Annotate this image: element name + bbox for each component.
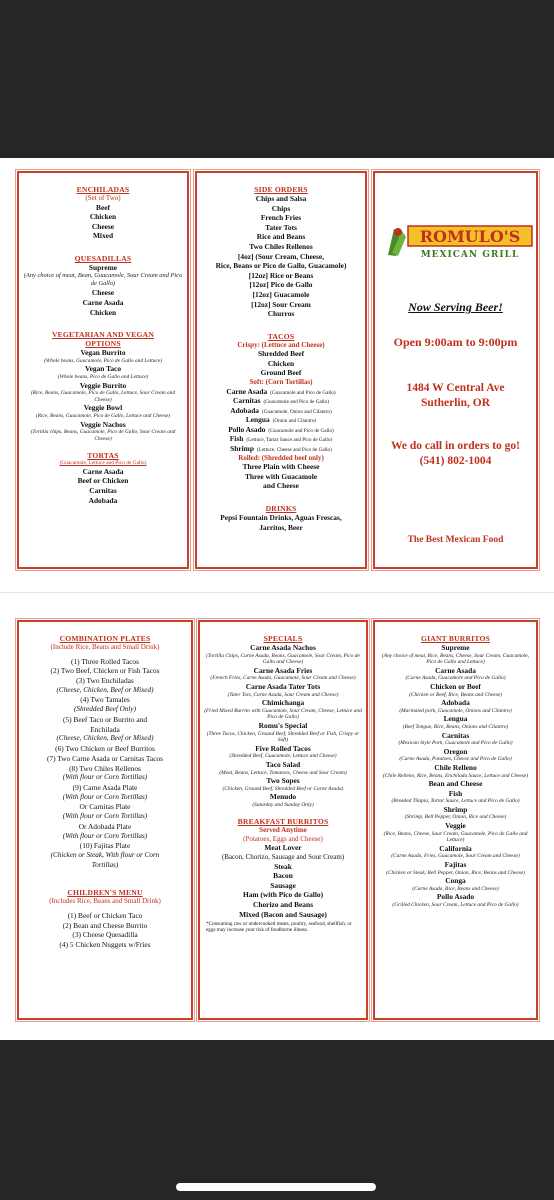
tacos-crispy-list [197,349,365,378]
soft-taco-row [197,387,365,397]
hours: Open 9:00am to 9:00pm [393,335,518,349]
combo-item: Enchilada [90,724,120,734]
combo-item: (5) Beef Taco or Burrito and [62,714,148,724]
breakfast-list [200,843,366,919]
combo-item: (3) Two Enchiladas [76,676,134,686]
menu-item: Chicken [89,212,117,222]
menu-item-note: (Whole beans, Pico de Gallo and Lettuce) [57,374,149,381]
breakfast-item: (Bacon, Chorizo, Sausage and Sour Cream) [221,853,345,862]
menu-item: Rice and Beans [256,232,306,242]
soft-taco-row [197,396,365,406]
side-orders-list [197,194,365,319]
combo-item: (10) Fajitas Plate [79,841,131,851]
top-black-band [0,0,554,158]
menu-item: [4oz] (Sour Cream, Cheese, [237,251,325,261]
call-in [375,439,536,469]
menu-item: Beef [96,202,110,212]
menu-item: Chicken [267,358,295,368]
menu-item: (1) Beef or Chicken Taco [67,910,143,920]
menu-item-name: Carne Asada Fries [253,665,313,675]
menu-item-note: (Rice, Beans, Guacamole, Pico de Gallo, Lettuce, Sour Cream and Cheese) [30,390,176,403]
menu-item-name: Veggie Burrito [79,380,127,390]
menu-item-note: (Fried Mixed Burrito with Guacamole, Sour Cream, Cheese, Lettuce and Pico de Gallo) [204,707,362,721]
menu-item: [12oz] Pico de Gallo [249,280,313,290]
menu-item-name: Conga [445,876,466,886]
drinks-line2: Jarritos, Beer [259,522,303,532]
combo-note: (Chicken or Steak, With flour or Corn [50,851,160,860]
menu-item: French Fries [260,213,302,223]
tacos-heading: TACOS [267,331,295,341]
soft-taco-name: Pollo Asado [228,424,266,434]
menu-item-note: (Chicken or Steak, Bell Pepper, Onion, Rice, Beans and Cheese) [386,869,525,876]
specials-heading: SPECIALS [263,634,303,643]
menu-item-name: Shrimp [443,804,468,814]
panel-giant-burritos [373,620,538,1020]
menu-item-name: Carne Asada [435,665,476,675]
soft-taco-name: Lengua [245,415,270,425]
logo-sub-text: MEXICAN GRILL [420,250,520,260]
menu-item: Chicken [89,307,117,317]
breakfast-item: Steak [274,861,292,871]
combo-note: (With flour or Corn Tortillas) [62,792,148,801]
menu-item-name: Oregon [443,746,468,756]
soft-taco-note: (Guacamole and Pico de Gallo) [263,399,329,406]
menu-item-note: (Tater Tots, Carne Asada, Sour Cream and Cheese) [227,691,339,698]
menu-item-name: Fish [448,788,463,798]
kids-heading: CHILDREN'S MENU [67,888,143,898]
menu-item-note: (Shrimp, Bell Pepper, Onion, Rice and Cheese) [404,814,507,821]
menu-item-note: (Chicken or Beef, Rice, Beans and Cheese) [409,691,502,698]
combo-note: (Cheese, Chicken, Beef or Mixed) [56,685,154,694]
menu-item: Adobada [88,495,118,505]
side-orders-heading: SIDE ORDERS [254,185,308,194]
menu-item-note: (Whole beans, Guacamole, Pico de Gallo and Lettuce) [43,357,163,364]
combo-heading: COMBINATION PLATES [59,634,151,643]
menu-item-name: Lengua [443,714,468,724]
menu-item-name: Carne Asada Tater Tots [245,681,321,691]
soft-taco-row [197,406,365,416]
soft-taco-row [197,415,365,425]
menu-item: Shredded Beef [257,349,305,359]
menu-item: Beef or Chicken [77,476,129,486]
menu-item: Carne Asada [82,298,124,308]
breakfast-sub2: (Potatoes, Eggs and Cheese) [243,834,323,843]
address-line2: Sutherlin, OR [420,397,490,409]
phone-number: (541) 802-1004 [419,455,492,467]
vegan-list [19,348,187,442]
menu-item-note: (Tortilla chips, Beans, Guacamole, Pico de Gallo, Sour Cream and Cheese) [30,429,176,442]
kids-list [19,911,191,950]
tacos-crispy: Crispy: (Lettuce and Cheese) [237,340,325,349]
home-indicator[interactable] [176,1183,376,1191]
combo-note: (With flour or Corn Tortillas) [62,812,148,821]
tortas-sub: (Guacamole, Lettuce and Pico de Gallo) [59,460,147,467]
combo-item: (8) Two Chiles Rellenos [69,763,141,773]
page-divider [0,592,554,593]
menu-item-name: Chimichanga [261,698,305,708]
menu-item: (2) Bean and Cheese Burrito [62,920,148,930]
panel-enchiladas [17,171,189,569]
menu-item-name: Veggie Nachos [80,419,126,429]
menu-item-note: (Meat, Beans, Lettuce, Tomatoes, Cheese and Sour Cream) [219,769,347,776]
tacos-rolled-list [197,462,365,491]
address [375,381,536,411]
soft-taco-row [197,425,365,435]
enchiladas-sub: (Set of Two) [85,194,121,202]
breakfast-sub1: Served Anytime [259,826,307,835]
kids-sub: (Includes Rice, Beans and Small Drink) [49,897,161,906]
menu-item-name: Menudo [269,792,297,802]
now-serving-beer: Now Serving Beer! [408,300,503,314]
soft-taco-note: (Guacamole, Onion and Cilantro) [262,408,332,415]
menu-item: Chips [271,203,291,213]
menu-item-note: (Carne Asada, Rice, Beans and Cheese) [412,885,499,892]
menu-item-note: (Shredded Beef, Guacamole, Lettuce and Cheese) [229,753,337,760]
soft-taco-row [197,434,365,444]
tacos-soft-list [197,387,365,454]
menu-item-name: Two Sopes [266,776,300,786]
menu-item-note: (Tortilla Chips, Carne Asada, Beans, Guacamole, Sour Cream, Pico de Gallo and Cheese) [206,652,360,666]
breakfast-item: Meat Lover [264,843,302,853]
breakfast-heading: BREAKFAST BURRITOS [237,817,329,827]
giant-list [375,643,536,909]
menu-item: [12oz] Sour Cream [251,299,311,309]
combo-item: (4) Two Tamales [80,695,130,705]
menu-item-name: Vegan Taco [84,364,122,374]
combo-item: (7) Two Carne Asada or Carnitas Tacos [46,753,164,763]
menu-item: Three Plain with Cheese [242,462,320,472]
vegan-heading: VEGETARIAN AND VEGAN OPTIONS [51,330,155,349]
breakfast-item: Chorizo and Beans [253,900,313,910]
panel-info [373,171,538,569]
drinks-line1: Pepsi Fountain Drinks, Aguas Frescas, [220,512,342,522]
soft-taco-note: (Guacamole and Pico de Gallo) [270,389,336,396]
menu-item: Chips and Salsa [255,194,307,203]
quesadillas-heading: QUESADILLAS [74,253,132,263]
menu-item: and Cheese [263,481,299,491]
menu-item-note: (Three Tacos, Chicken, Ground Beef, Shredded Beef or Fish, Crispy or Soft) [206,730,360,744]
menu-item-name: Chile Relleno [434,762,477,772]
soft-taco-name: Adobada [230,405,260,415]
menu-item-note: (French Fries, Carne Asada, Guacamole, Sour Cream and Cheese) [210,675,356,682]
menu-item: Cheese [91,288,115,298]
combo-item: Or Carnitas Plate [79,802,131,812]
menu-item-name: Veggie [445,821,466,831]
quesadilla-note: (Any choice of meat, Bean, Guacamole, Sour Cream and Pico de Gallo) [23,272,183,288]
menu-item-name: Adobada [441,698,470,708]
menu-item-name: Bean and Cheese [428,779,483,789]
enchiladas-heading: ENCHILADAS [76,185,130,194]
menu-item-note: (Breaded Tilapia, Tartar Sauce, Lettuce and Pico de Gallo) [391,798,520,805]
menu-item-name: Carnitas [441,730,470,740]
tacos-soft: Soft: (Corn Tortillas) [249,378,313,386]
menu-item: [12oz] Guacamole [252,289,310,299]
menu-item-name: Romu's Special [258,720,308,730]
tagline: The Best Mexican Food [407,535,504,545]
soft-taco-name: Fish [229,434,244,444]
combo-item: (2) Two Beef, Chicken or Fish Tacos [50,666,160,676]
menu-item: Carne Asada [82,466,124,476]
menu-item-note: (Chicken, Ground Beef, Shredded Beef or Carne Asada) [222,785,344,792]
menu-item-name: Pollo Asado [436,892,475,902]
menu-item-name: Five Rolled Tacos [255,743,311,753]
call-in-line: We do call in orders to go! [390,440,521,452]
romulos-logo [382,223,534,261]
menu-item: (4) 5 Chicken Nuggets w/Fries [59,940,151,950]
enchiladas-list [19,203,187,241]
menu-item-note: (Mexican Style Pork, Guacamole and Pico de Gallo) [398,740,513,747]
menu-item: Carnitas [89,486,117,496]
tacos-rolled: Rolled: (Shredded beef only) [238,453,324,462]
soft-taco-row [197,444,365,454]
drinks-heading: DRINKS [265,503,297,513]
menu-item-name: Vegan Burrito [80,348,126,358]
menu-item: Churros [267,309,295,319]
menu-item-name: Fajitas [444,860,467,870]
bottom-black-band [0,1040,554,1200]
combo-note: Tortillas) [91,860,119,869]
menu-item: Two Chiles Rellenos [249,241,313,251]
menu-item: Cheese [91,221,115,231]
logo-main-text: ROMULO'S [419,227,521,246]
combo-item: (1) Three Rolled Tacos [71,656,139,666]
combo-note: (With flour or Corn Tortillas) [62,773,148,782]
menu-item-note: (Marinated pork, Guacamole, Onions and Cilantro) [399,707,512,714]
menu-item: Rice, Beans or Pico de Gallo, Guacamole) [215,261,347,271]
menu-item-note: (Any choice of meat, Rice, Beans, Cheese, Sour Cream, Guacamole, Pico de Gallo and Lettuce) [382,652,529,666]
menu-item-note: (Beef Tongue, Rice, Beans, Onions and Cilantro) [402,723,509,730]
menu-item-name: Chicken or Beef [430,681,481,691]
soft-taco-name: Carne Asada [226,386,268,396]
soft-taco-note: (Lettuce, Tartar Sauce and Pico de Gallo) [246,437,333,444]
menu-item: Ground Beef [260,368,302,378]
giant-heading: GIANT BURRITOS [421,634,490,643]
menu-item: [12oz] Rice or Beans [248,270,314,280]
combo-note: (With flour or Corn Tortillas) [62,831,148,840]
breakfast-item: Sausage [270,880,296,890]
quesadillas-list [19,288,187,317]
menu-item-name: California [439,843,472,853]
menu-item-name: Supreme [441,643,470,652]
soft-taco-note: (Lettuce, Cheese and Pico de Gallo) [256,447,332,454]
combo-note: (Cheese, Chicken, Beef or Mixed) [56,734,154,743]
address-line1: 1484 W Central Ave [406,382,505,394]
menu-item: Three with Guacamole [244,471,318,481]
menu-item-name: Veggie Bowl [83,403,123,413]
specials-list [200,643,366,808]
soft-taco-name: Shrimp [230,444,254,454]
quesadilla-supreme: Supreme [88,262,118,272]
menu-item-note: (Grilled Chicken, Sour Cream, Lettuce and Pico de Gallo) [392,902,519,908]
soft-taco-note: (Guacamole and Pico de Gallo) [268,427,334,434]
combo-note: (Shredded Beef Only) [74,705,136,714]
menu-item: (3) Cheese Quesadilla [72,930,138,940]
combo-item: (9) Carne Asada Plate [72,783,138,793]
breakfast-item: Bacon [273,871,293,881]
menu-item-note: (Rice, Beans, Cheese, Sour Cream, Guacamole, Pico de Gallo and Lettuce) [383,830,528,844]
menu-item-note: (Carne Asada, Guacamole and Pico de Gallo) [405,675,506,682]
menu-item-note: (Carne Asada, Potatoes, Cheese and Pico de Gallo) [399,756,512,763]
panel-side-orders [195,171,367,569]
panel-specials [198,620,368,1020]
soft-taco-name: Carnitas [233,396,261,406]
tortas-list [19,467,187,505]
breakfast-item: Mixed (Bacon and Sausage) [239,909,327,919]
panel-combination [17,620,193,1020]
soft-taco-note: (Onion and Cilantro) [272,418,317,425]
menu-item-note: (Carne Asada, Fries, Guacamole, Sour Cream and Cheese) [391,853,520,860]
combo-sub: (Include Rice, Beans and Small Drink) [50,643,160,651]
breakfast-item: Ham (with Pico de Gallo) [242,890,324,900]
menu-item: Tater Tots [265,222,297,232]
menu-item: Mixed [92,231,114,241]
menu-item-note: (Chile Relleno, Rice, Beans, Enchilada Sauce, Lettuce and Cheese) [382,772,529,779]
menu-item-name: Taco Salad [265,759,301,769]
combo-item: (6) Two Chicken or Beef Burritos [55,744,155,754]
combo-list [19,657,191,871]
consumer-advisory: *Consuming raw or undercooked meats, poultry, seafood, shellfish, or eggs may increase your risk of foodborne illness. [206,921,352,934]
menu-item-name: Carne Asada Nachos [250,643,316,652]
menu-item-note: (Saturday and Sunday Only) [252,801,314,808]
menu-item-note: (Rice, Beans, Guacamole, Pico de Gallo, Lettuce and Cheese) [35,413,171,419]
combo-item: Or Adobada Plate [78,821,132,831]
tortas-heading: TORTAS [87,451,119,461]
